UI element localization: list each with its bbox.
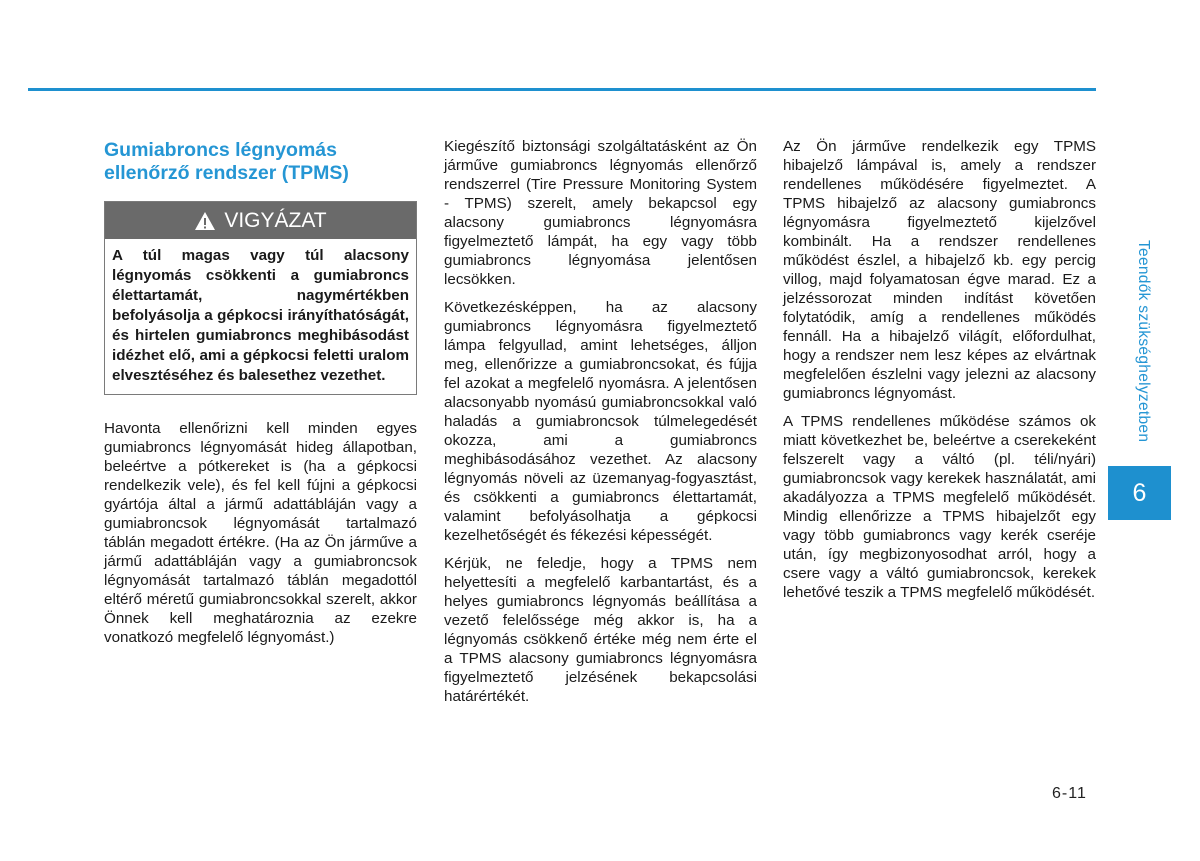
paragraph: Következésképpen, ha az alacsony gumiabroncs légnyomásra figyelmeztető lámpa felgyullad, amint lehetséges, álljon meg, ellenőrizze a gumiabroncsokat, és fújja fel azokat a megfelelő nyomásra. A jelentősen alacsonyabb nyomású gumiabroncsokkal való haladás a gumiabroncsok túlmelegedését okozza, ami a gumiabroncs meghibásodásához vezethet. Az alacsony légnyomás növeli az üzemanyag-fogyasztást, és csökkenti a gumiabroncs élettartamát, valamint befolyásolhatja a gépkocsi kezelhetőségét és fékezési képességét. [444, 299, 757, 544]
warning-triangle-icon [194, 211, 216, 231]
column-2 [444, 137, 757, 715]
paragraph: Havonta ellenőrizni kell minden egyes gumiabroncs légnyomását hideg állapotban, beleértve a pótkereket is (ha a gépkocsi rendelkezik vele), és fel kell fújni a gépkocsi gyártója által a jármű adattábláján vagy a gumiabroncsok légnyomását tartalmazó táblán megadott értékre. (Ha az Ön járműve a jármű adattábláján vagy a gumiabroncsok légnyomását tartalmazó táblán megadottól eltérő méretű gumiabroncsokkal szerelt, akkor Önnek kell meghatároznia az ezekre vonatkozó megfelelő légnyomást.) [104, 420, 417, 646]
paragraph: A TPMS rendellenes működése számos ok miatt következhet be, beleértve a cserekeként felszerelt vagy a váltó (pl. téli/nyári) gumiabroncsok vagy kerekek használatát, ami akadályozza a TPMS megfelelő működését. Mindig ellenőrizze a TPMS hibajelzőt egy vagy több gumiabroncs vagy kerék cseréje után, így megbizonyosodhat arról, hogy a csere vagy a váltó gumiabroncsok, kerekek lehetővé teszik a TPMS megfelelő működését. [783, 413, 1096, 601]
page-number: 6-11 [1052, 785, 1087, 802]
section-title [104, 139, 417, 185]
warning-box [104, 201, 417, 395]
column-3 [783, 137, 1096, 611]
warning-label: VIGYÁZAT [224, 209, 327, 232]
warning-text: A túl magas vagy túl alacsony légnyomás csökkenti a gumiabroncs élettartamát, nagymértékben befolyásolja a gépkocsi irányíthatóságát, és hirtelen gumiabroncs meghibásodást idézhet elő, ami a gépkocsi feletti uralom elvesztéséhez és balesethez vezethet. [112, 247, 409, 384]
chapter-title: Teendők szükséghelyzetben [1135, 240, 1152, 443]
section-title-line1: Gumiabroncs légnyomás [104, 139, 337, 161]
paragraph: Az Ön járműve rendelkezik egy TPMS hibajelző lámpával is, amely a rendszer rendellenes működésére figyelmeztet. A TPMS hibajelző az alacsony gumiabroncs légnyomásra figyelmeztető kijelzővel kombinált. Ha a rendszer rendellenes működést észlel, a hibajelző kb. egy percig villog, majd folyamatosan égve marad. Ez a jelzéssorozat minden indítást követően folytatódik, amíg a rendellenes működés fennáll. Ha a hibajelző világít, előfordulhat, hogy a rendszer nem lesz képes az elvártnak megfelelően észlelni vagy jelezni az alacsony gumiabroncs légnyomást. [783, 138, 1096, 402]
header-rule [28, 88, 1096, 91]
column-1 [104, 137, 417, 656]
chapter-tab: 6 [1108, 466, 1171, 520]
warning-header [105, 202, 416, 239]
paragraph: Kérjük, ne feledje, hogy a TPMS nem helyettesíti a megfelelő karbantartást, és a helyes gumiabroncs légnyomás beállítása a vezető felelőssége még akkor is, ha a légnyomás csökkenő értéke még nem érte el a TPMS alacsony gumiabroncs légnyomásra figyelmeztető jelzésének bekapcsolási határértékét. [444, 555, 757, 705]
section-title-line2: ellenőrző rendszer (TPMS) [104, 162, 349, 184]
paragraph: Kiegészítő biztonsági szolgáltatásként az Ön járműve gumiabroncs légnyomás ellenőrző rendszerrel (Tire Pressure Monitoring System - TPMS) szerelt, amely bekapcsol egy alacsony gumiabroncs légnyomásra figyelmeztető lámpát, ha egy vagy több gumiabroncs légnyomása jelentősen lecsökken. [444, 138, 757, 288]
